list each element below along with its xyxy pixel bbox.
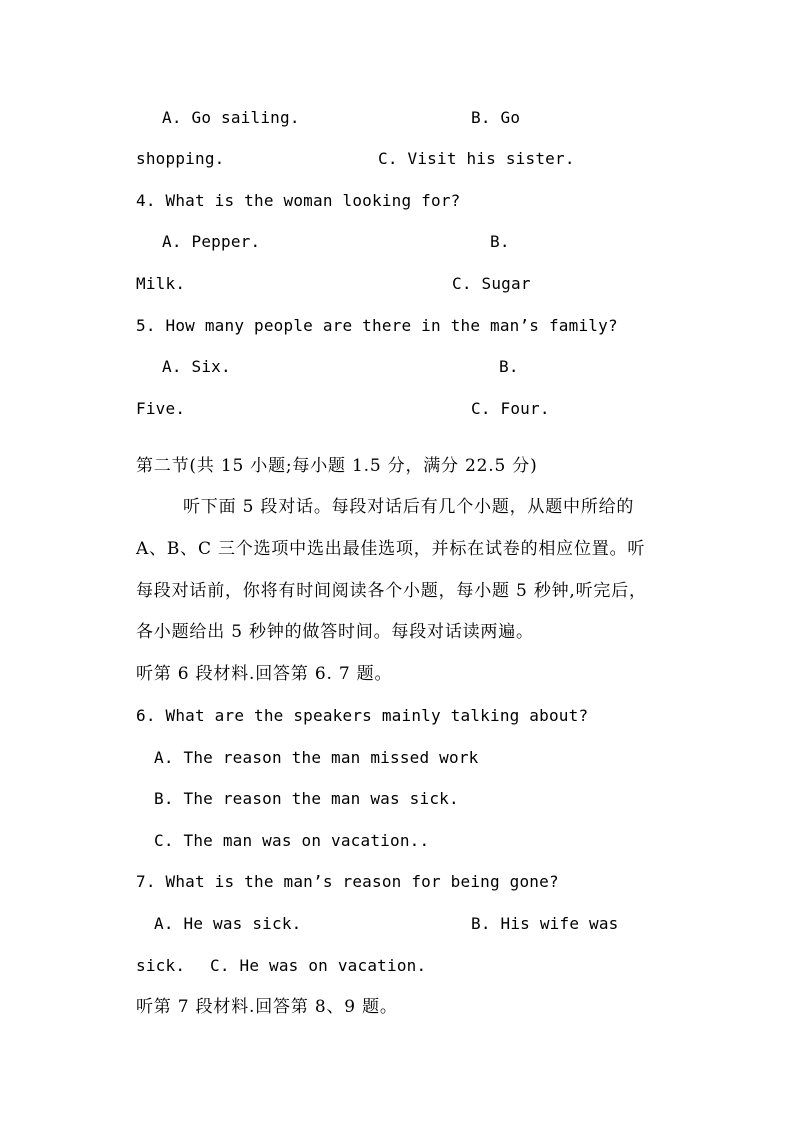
q5-option-a: A. Six. [162, 357, 231, 376]
instructions-line-3: 每段对话前，你将有时间阅读各个小题，每小题 5 秒钟,听完后， [136, 581, 647, 601]
q7-option-b: B. His wife was [471, 914, 619, 933]
q6-question: 6. What are the speakers mainly talking about? [136, 706, 589, 725]
q7-question: 7. What is the man’s reason for being gone? [136, 872, 559, 891]
q3-option-c: C. Visit his sister. [378, 149, 575, 168]
q5-option-b: B. [499, 357, 519, 376]
q4-question: 4. What is the woman looking for? [136, 191, 461, 210]
material-6-heading: 听第 6 段材料.回答第 6. 7 题。 [136, 664, 393, 684]
instructions-line-2: A、B、C 三个选项中选出最佳选项，并标在试卷的相应位置。听 [136, 539, 646, 559]
q3-option-b-continued: shopping. [136, 149, 225, 168]
q5-question: 5. How many people are there in the man’s family? [136, 316, 618, 335]
q4-option-c: C. Sugar [452, 274, 531, 293]
instructions-line-4: 各小题给出 5 秒钟的做答时间。每段对话读两遍。 [136, 622, 534, 642]
q6-option-c: C. The man was on vacation.. [154, 831, 430, 850]
q6-option-a: A. The reason the man missed work [154, 748, 479, 767]
q7-option-a: A. He was sick. [154, 914, 302, 933]
q5-option-c: C. Four. [471, 399, 550, 418]
q4-option-b-continued: Milk. [136, 274, 186, 293]
q4-option-b: B. [490, 232, 510, 251]
q3-option-a: A. Go sailing. [162, 108, 300, 127]
section-heading: 第二节(共 15 小题;每小题 1.5 分，满分 22.5 分) [136, 456, 538, 476]
q6-option-b: B. The reason the man was sick. [154, 789, 459, 808]
q7-option-b-continued: sick. [136, 956, 186, 975]
material-7-heading: 听第 7 段材料.回答第 8、9 题。 [136, 997, 398, 1017]
q3-option-b: B. Go [471, 108, 521, 127]
instructions-line-1: 听下面 5 段对话。每段对话后有几个小题，从题中所给的 [183, 497, 635, 517]
q4-option-a: A. Pepper. [162, 232, 261, 251]
q7-option-c: C. He was on vacation. [210, 956, 427, 975]
q5-option-b-continued: Five. [136, 399, 186, 418]
